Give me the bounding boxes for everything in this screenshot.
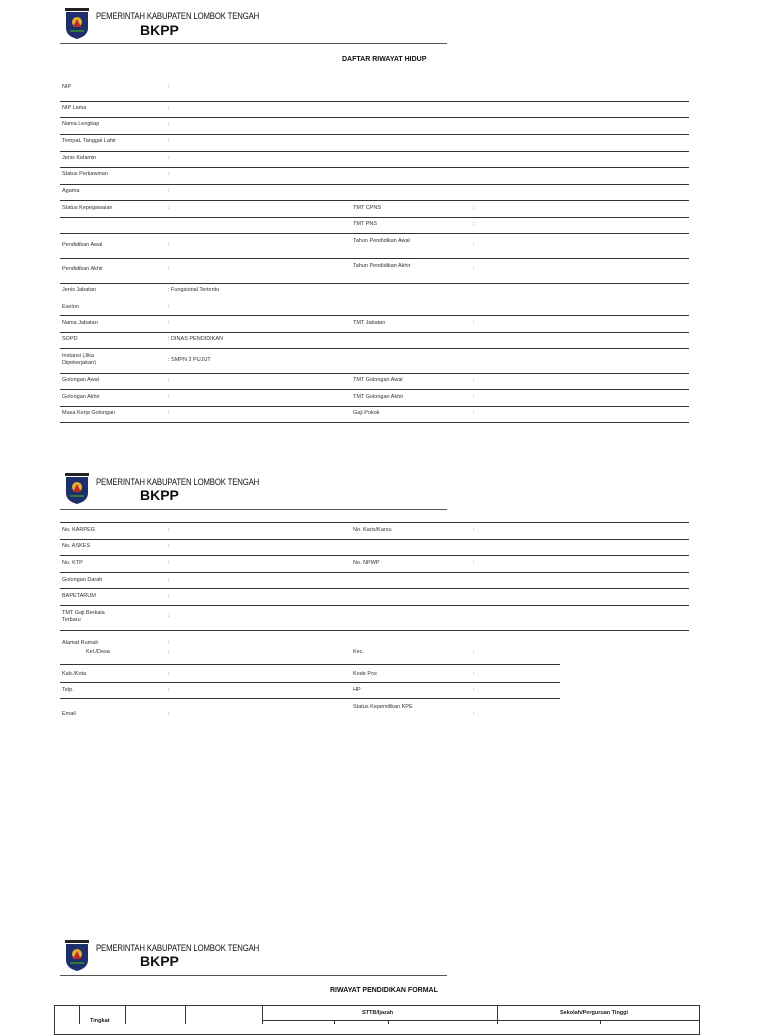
field-label: NIP bbox=[62, 84, 72, 90]
row-divider bbox=[60, 167, 689, 168]
column-header: Tingkat bbox=[90, 1018, 110, 1024]
field-value: : bbox=[473, 377, 475, 383]
row-divider bbox=[60, 151, 689, 152]
column-divider bbox=[125, 1005, 126, 1024]
field-label: TMT PNS bbox=[353, 221, 378, 227]
row-divider bbox=[60, 373, 689, 374]
field-value: : bbox=[168, 188, 170, 194]
field-value: : bbox=[473, 527, 475, 533]
field-label: HP bbox=[353, 687, 361, 693]
row-divider bbox=[60, 233, 689, 234]
row-divider bbox=[60, 348, 689, 349]
agency-name: PEMERINTAH KABUPATEN LOMBOK TENGAH bbox=[96, 943, 260, 954]
field-label: Status Kepegawaian bbox=[62, 205, 113, 211]
field-label: Kode Pos bbox=[353, 671, 377, 677]
field-label: TMT Gaji Berkala Terbaru bbox=[62, 610, 105, 623]
row-divider bbox=[60, 315, 689, 316]
field-value: : Fungsional Tertentu bbox=[168, 287, 220, 293]
field-label: Nama Lengkap bbox=[62, 121, 100, 127]
row-divider bbox=[60, 389, 689, 390]
column-divider bbox=[185, 1005, 186, 1024]
field-label: NIP Lama bbox=[62, 105, 87, 111]
field-value: : bbox=[168, 711, 170, 717]
agency-unit: BKPP bbox=[140, 953, 179, 969]
field-value: : bbox=[168, 649, 170, 655]
agency-name: PEMERINTAH KABUPATEN LOMBOK TENGAH bbox=[96, 477, 260, 488]
field-label: Email bbox=[62, 711, 76, 717]
field-label: No. KARPEG bbox=[62, 527, 96, 533]
field-value: : bbox=[168, 171, 170, 177]
column-header: Sekolah/Perguruan Tinggi bbox=[560, 1010, 629, 1016]
field-value: : bbox=[473, 560, 475, 566]
row-divider bbox=[60, 117, 689, 118]
field-label: Golongan Awal bbox=[62, 377, 99, 383]
field-value: : bbox=[168, 687, 170, 693]
field-label: Golongan Darah bbox=[62, 577, 103, 583]
field-value: : bbox=[168, 205, 170, 211]
field-label: Status Perkawinan bbox=[62, 171, 108, 177]
field-label: Nama Jabatan bbox=[62, 320, 98, 326]
field-label: No. NPWP bbox=[353, 560, 380, 566]
row-divider bbox=[60, 134, 689, 135]
field-value: : DINAS PENDIDIKAN bbox=[168, 336, 224, 342]
row-divider bbox=[60, 406, 689, 407]
field-value: : bbox=[473, 671, 475, 677]
header-divider bbox=[60, 509, 447, 510]
header-divider bbox=[60, 975, 447, 976]
field-label: Kab./Kota bbox=[62, 671, 87, 677]
field-value: : bbox=[168, 138, 170, 144]
field-label: Alamat Rumah bbox=[62, 640, 99, 646]
column-header: STTB/Ijazah bbox=[362, 1010, 394, 1016]
field-label: BAPETARUM bbox=[62, 593, 96, 599]
field-value: : bbox=[168, 560, 170, 566]
field-value: : bbox=[168, 577, 170, 583]
column-divider bbox=[79, 1005, 80, 1024]
field-value: : bbox=[168, 543, 170, 549]
row-divider bbox=[60, 588, 689, 589]
row-divider bbox=[60, 200, 689, 201]
regency-emblem-icon bbox=[64, 8, 90, 40]
column-divider bbox=[388, 1020, 389, 1024]
field-value: : bbox=[168, 394, 170, 400]
agency-unit: BKPP bbox=[140, 487, 179, 503]
field-label: Telp. bbox=[62, 687, 74, 693]
field-value: : bbox=[168, 640, 170, 646]
field-value: : bbox=[473, 687, 475, 693]
header-divider bbox=[60, 43, 447, 44]
field-value: : bbox=[473, 221, 475, 227]
field-value: : bbox=[168, 84, 170, 90]
row-divider bbox=[60, 664, 560, 665]
field-label: Tahun Pendidikan Akhir bbox=[353, 263, 411, 269]
row-divider bbox=[60, 422, 689, 423]
section-title: DAFTAR RIWAYAT HIDUP bbox=[342, 56, 427, 63]
field-label: TMT Jabatan bbox=[353, 320, 386, 326]
field-value: : bbox=[473, 711, 475, 717]
agency-name: PEMERINTAH KABUPATEN LOMBOK TENGAH bbox=[96, 11, 260, 22]
field-label: Jenis Kelamin bbox=[62, 155, 97, 161]
row-divider bbox=[60, 184, 689, 185]
field-value: : bbox=[168, 266, 170, 272]
field-label: Kel./Desa bbox=[86, 649, 110, 655]
row-divider bbox=[60, 101, 689, 102]
field-value: : bbox=[473, 649, 475, 655]
field-value: : bbox=[168, 155, 170, 161]
field-value: : bbox=[168, 593, 170, 599]
column-divider bbox=[262, 1005, 263, 1024]
field-value: : bbox=[168, 121, 170, 127]
field-label: TMT Golongan Awal bbox=[353, 377, 403, 383]
row-divider bbox=[60, 522, 689, 523]
field-value: : bbox=[473, 242, 475, 248]
field-value: : bbox=[473, 394, 475, 400]
field-value: : bbox=[473, 205, 475, 211]
section-title: RIWAYAT PENDIDIKAN FORMAL bbox=[330, 987, 438, 994]
field-label: No. Karis/Karsu bbox=[353, 527, 392, 533]
field-label: TMT CPNS bbox=[353, 205, 382, 211]
row-divider bbox=[60, 283, 689, 284]
column-divider bbox=[334, 1020, 335, 1024]
field-label: No. KTP bbox=[62, 560, 83, 566]
row-divider bbox=[60, 258, 689, 259]
row-divider bbox=[262, 1020, 700, 1021]
row-divider bbox=[60, 539, 689, 540]
field-label: Agama bbox=[62, 188, 80, 194]
field-value: : bbox=[168, 410, 170, 416]
field-label: TMT Golongan Akhir bbox=[353, 394, 404, 400]
column-divider bbox=[600, 1020, 601, 1024]
field-value: : bbox=[473, 410, 475, 416]
column-divider bbox=[497, 1005, 498, 1024]
field-label: Golongan Akhir bbox=[62, 394, 100, 400]
field-value: : bbox=[168, 527, 170, 533]
row-divider bbox=[60, 682, 560, 683]
field-label: Eselon bbox=[62, 304, 79, 310]
row-divider bbox=[60, 630, 689, 631]
row-divider bbox=[60, 555, 689, 556]
field-value: : bbox=[168, 671, 170, 677]
field-label: Tahun Pendidikan Awal bbox=[353, 238, 410, 244]
field-label: Masa Kerja Golongan bbox=[62, 410, 116, 416]
field-label: Pendidikan Awal bbox=[62, 242, 103, 248]
field-value: : bbox=[168, 320, 170, 326]
field-value: : SMPN 2 PUJUT bbox=[168, 357, 211, 363]
row-divider bbox=[60, 605, 689, 606]
field-label: No. ASKES bbox=[62, 543, 91, 549]
field-value: : bbox=[473, 266, 475, 272]
row-divider bbox=[60, 217, 689, 218]
field-label: SOPD bbox=[62, 336, 78, 342]
row-divider bbox=[60, 332, 689, 333]
field-value: : bbox=[168, 242, 170, 248]
agency-unit: BKPP bbox=[140, 22, 179, 38]
field-label: Jenis Jabatan bbox=[62, 287, 96, 293]
field-label: Status Kepemilikan KPE bbox=[353, 704, 413, 710]
regency-emblem-icon bbox=[64, 473, 90, 505]
field-value: : bbox=[168, 613, 170, 619]
row-divider bbox=[60, 572, 689, 573]
field-label: Tempat, Tanggal Lahir bbox=[62, 138, 117, 144]
field-value: : bbox=[168, 304, 170, 310]
field-value: : bbox=[168, 377, 170, 383]
field-label: Pendidikan Akhir bbox=[62, 266, 103, 272]
row-divider bbox=[60, 698, 560, 699]
field-label: Gaji Pokok bbox=[353, 410, 380, 416]
field-label: Kec. bbox=[353, 649, 365, 655]
regency-emblem-icon bbox=[64, 940, 90, 972]
field-label: Instansi (Jika Dipekerjakan) bbox=[62, 353, 96, 366]
field-value: : bbox=[168, 105, 170, 111]
field-value: : bbox=[473, 320, 475, 326]
